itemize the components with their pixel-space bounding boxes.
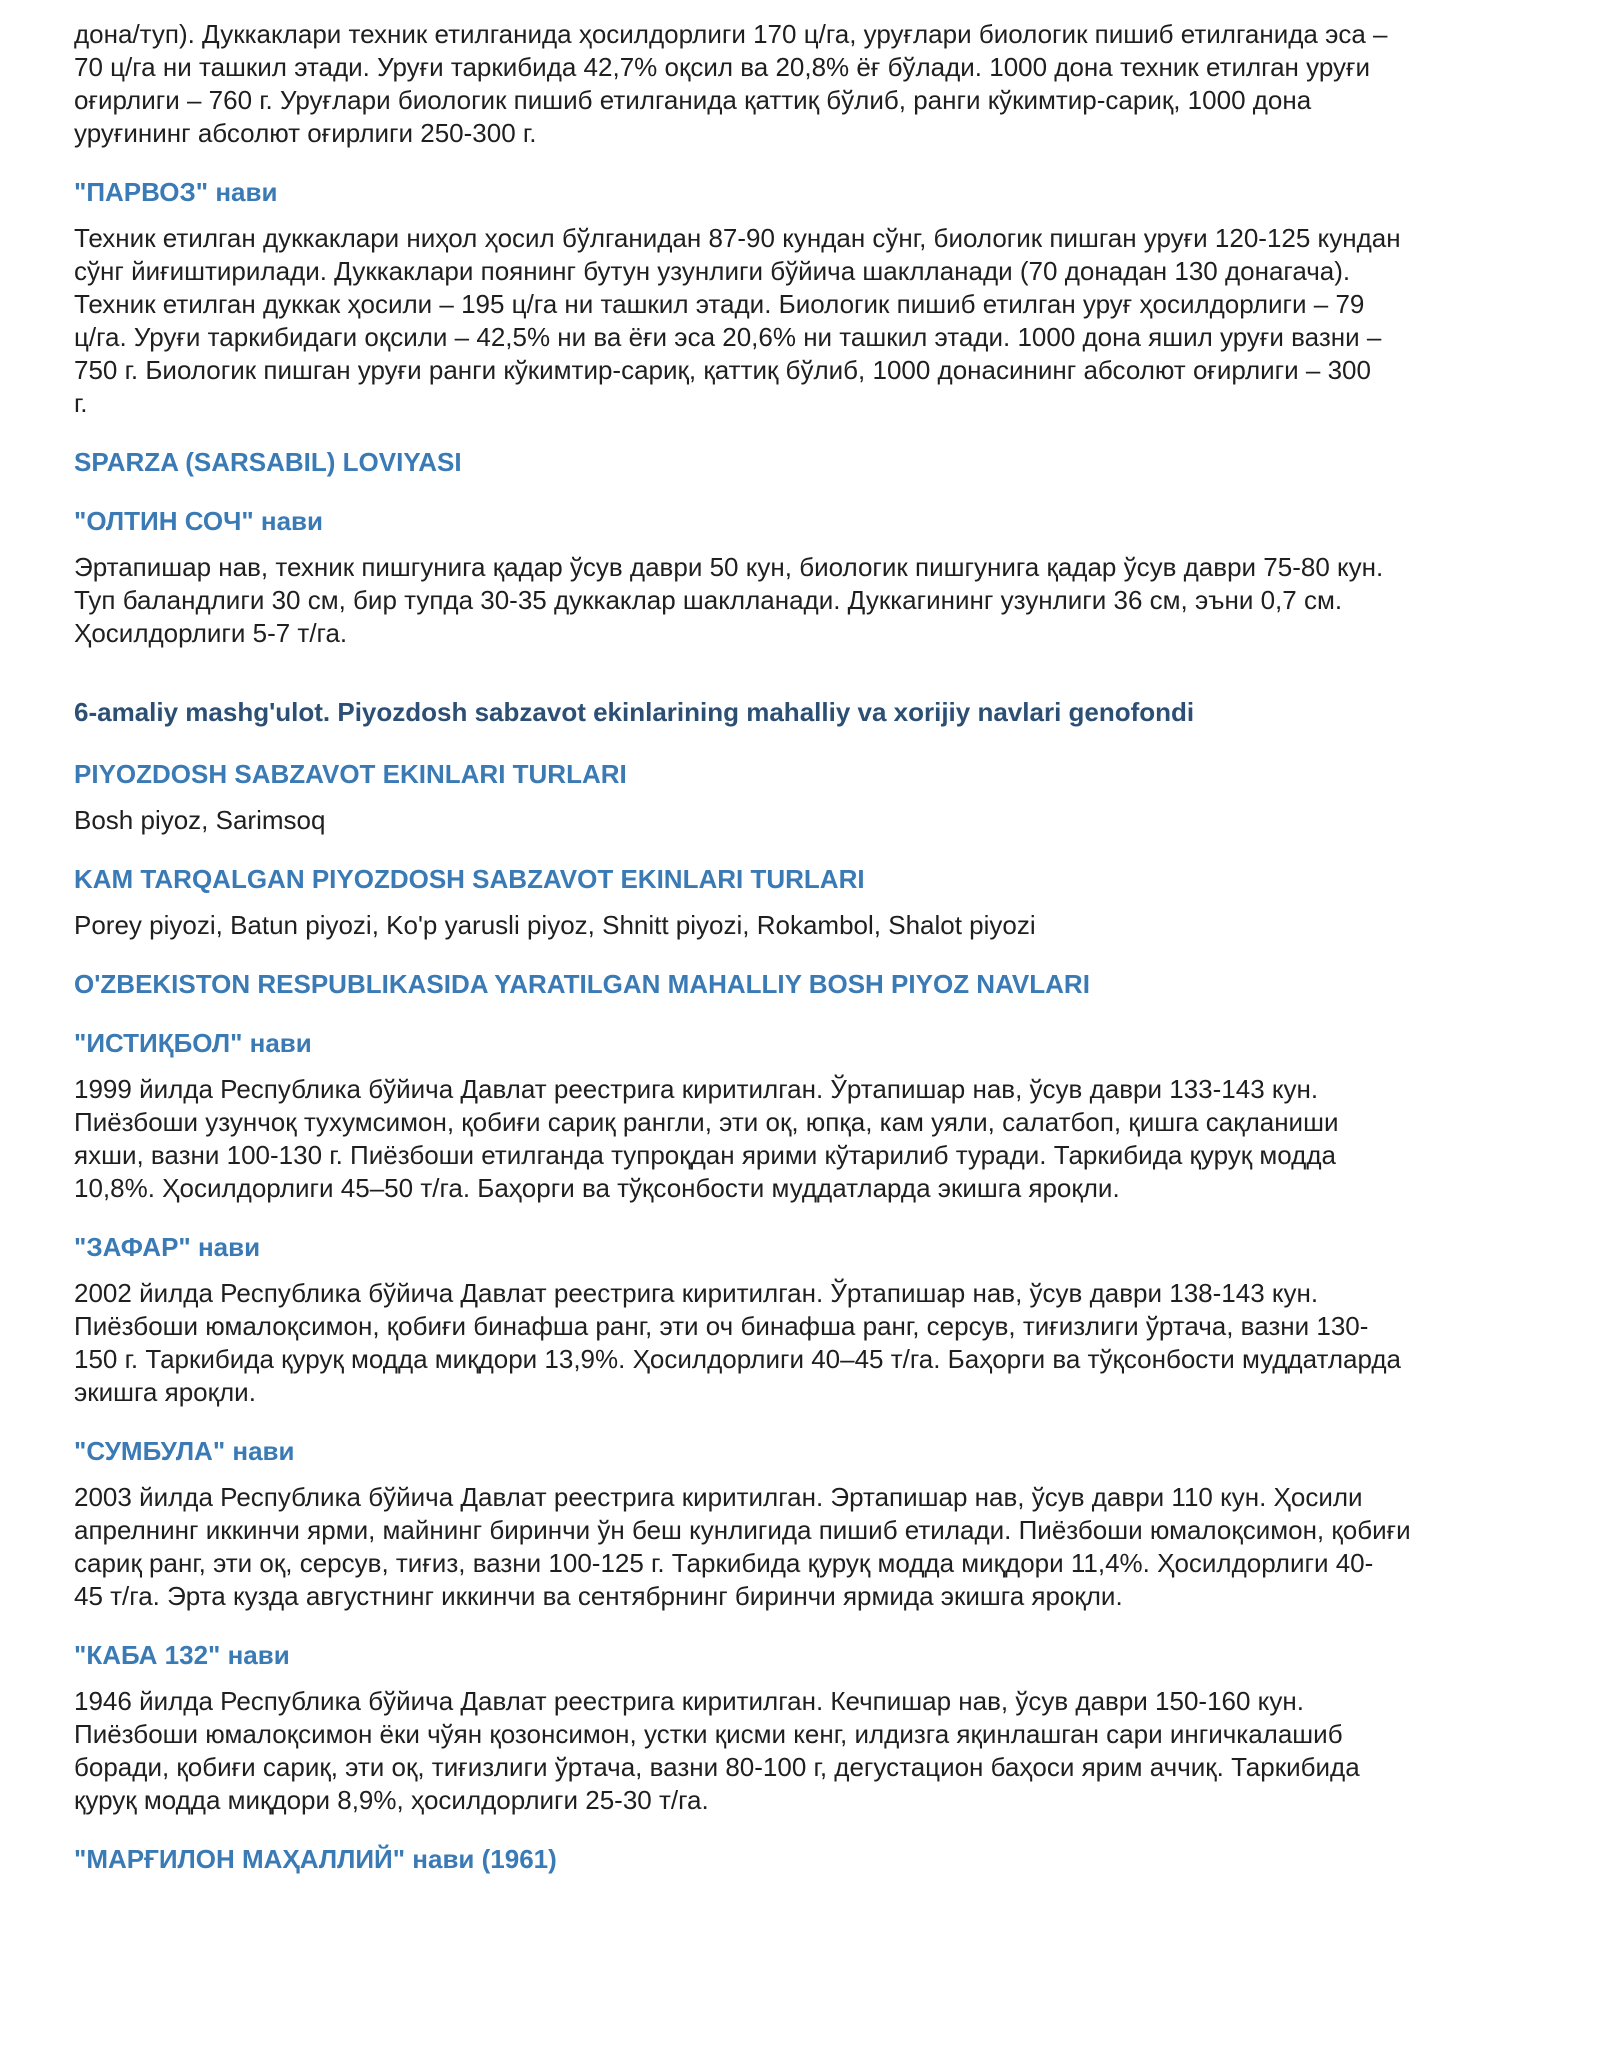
body-paragraph [74,18,1564,150]
paragraph-line: экишга яроқли. [74,1377,256,1407]
paragraph-line: Техник етилган дуккаклари ниҳол ҳосил бўлганидан 87-90 кундан сўнг, биологик пишган уруғи 120-125 кундан [74,223,1401,253]
body-paragraph [74,1277,1564,1409]
paragraph-line: сариқ ранг, эти оқ, серсув, тиғиз, вазни 100-125 г. Таркибида қуруқ модда миқдори 11,4%. Ҳосилдорлиги 40- [74,1548,1374,1578]
body-paragraph [74,222,1564,420]
paragraph-line: 1999 йилда Республика бўйича Давлат реестрига киритилган. Ўртапишар нав, ўсув даври 133-143 кун. [74,1074,1319,1104]
document-page [74,18,1564,1889]
paragraph-line: 45 т/га. Эрта кузда августнинг иккинчи ва сентябрнинг биринчи ярмида экишга яроқли. [74,1581,1123,1611]
variety-heading: "ЗАФАР" нави [74,1232,261,1262]
paragraph-line: яхши, вазни 100-130 г. Пиёзбоши етилганда тупроқдан ярими кўтарилиб туради. Таркибида қуруқ модда [74,1140,1336,1170]
paragraph-line: 10,8%. Ҳосилдорлиги 45–50 т/га. Баҳорги ва тўқсонбости муддатларда экишга яроқли. [74,1173,1120,1203]
paragraph-line: Туп баландлиги 30 см, бир тупда 30-35 дуккаклар шаклланади. Дуккагининг узунлиги 36 см, эъни 0,7 см. [74,585,1343,615]
lesson-title: 6-amaliy mashg'ulot. Piyozdosh sabzavot ekinlarining mahalliy va xorijiy navlari genofondi [74,697,1195,727]
variety-heading: "ПАРВОЗ" нави [74,177,278,207]
section-heading: O'ZBEKISTON RESPUBLIKASIDA YARATILGAN MAHALLIY BOSH PIYOZ NAVLARI [74,969,1090,999]
paragraph-line: Техник етилган дуккак ҳосили – 195 ц/га ни ташкил этади. Биологик пишиб етилган уруғ ҳосилдорлиги – 79 [74,289,1365,319]
paragraph-line: 750 г. Биологик пишган уруғи ранги кўкимтир-сариқ, қаттиқ бўлиб, 1000 донасининг абсолют оғирлиги – 300 [74,355,1371,385]
body-paragraph [74,909,1564,942]
paragraph-line: оғирлиги – 760 г. Уруғлари биологик пишиб етилганида қаттиқ бўлиб, ранги кўкимтир-сариқ, 1000 дона [74,85,1312,115]
paragraph-line: Пиёзбоши юмалоқсимон ёки чўян қозонсимон, устки қисми кенг, илдизга яқинлашган сари ингичкалашиб [74,1719,1343,1749]
paragraph-line: 2002 йилда Республика бўйича Давлат реестрига киритилган. Ўртапишар нав, ўсув даври 138-143 кун. [74,1278,1319,1308]
paragraph-line: Пиёзбоши узунчоқ тухумсимон, қобиғи сариқ рангли, эти оқ, юпқа, кам уяли, салатбоп, қишга сақланиши [74,1107,1339,1137]
section-heading: SPARZA (SARSABIL) LOVIYASI [74,447,462,477]
paragraph-line: Эртапишар нав, техник пишгунига қадар ўсув даври 50 кун, биологик пишгунига қадар ўсув даври 75-80 кун. [74,552,1384,582]
paragraph-line: уруғининг абсолют оғирлиги 250-300 г. [74,118,537,148]
section-heading: KAM TARQALGAN PIYOZDOSH SABZAVOT EKINLARI TURLARI [74,864,865,894]
paragraph-line: 2003 йилда Республика бўйича Давлат реестрига киритилган. Эртапишар нав, ўсув даври 110 кун. Ҳосили [74,1482,1363,1512]
variety-heading: "МАРҒИЛОН МАҲАЛЛИЙ" нави (1961) [74,1844,557,1874]
section-heading: PIYOZDOSH SABZAVOT EKINLARI TURLARI [74,759,627,789]
paragraph-line: 1946 йилда Республика бўйича Давлат реестрига киритилган. Кечпишар нав, ўсув даври 150-160 кун. [74,1686,1304,1716]
paragraph-line: 70 ц/га ни ташкил этади. Уруғи таркибида 42,7% оқсил ва 20,8% ёғ бўлади. 1000 дона техник етилган уруғи [74,52,1370,82]
paragraph-line: Bosh piyoz, Sarimsoq [74,805,326,835]
paragraph-line: ц/га. Уруғи таркибидаги оқсили – 42,5% ни ва ёғи эса 20,6% ни ташкил этади. 1000 дона яшил уруғи вазни – [74,322,1382,352]
variety-heading: "КАБА 132" нави [74,1640,290,1670]
paragraph-line: Пиёзбоши юмалоқсимон, қобиғи бинафша ранг, эти оч бинафша ранг, серсув, тиғизлиги ўртача, вазни 130- [74,1311,1369,1341]
paragraph-line: қуруқ модда миқдори 8,9%, ҳосилдорлиги 25-30 т/га. [74,1785,709,1815]
body-paragraph [74,804,1564,837]
paragraph-line: г. [74,388,88,418]
body-paragraph [74,1073,1564,1205]
paragraph-line: Porey piyozi, Batun piyozi, Ko'p yarusli piyoz, Shnitt piyozi, Rokambol, Shalot piyozi [74,910,1036,940]
variety-heading: "ИСТИҚБОЛ" нави [74,1028,312,1058]
body-paragraph [74,1481,1564,1613]
body-paragraph [74,551,1564,650]
paragraph-line: сўнг йиғиштирилади. Дуккаклари поянинг бутун узунлиги бўйича шаклланади (70 донадан 130 донагача). [74,256,1351,286]
variety-heading: "ОЛТИН СОЧ" нави [74,506,324,536]
paragraph-line: боради, қобиғи сариқ, эти оқ, тиғизлиги ўртача, вазни 80-100 г, дегустацион баҳоси ярим аччиқ. Таркибида [74,1752,1360,1782]
body-paragraph [74,1685,1564,1817]
paragraph-line: апрелнинг иккинчи ярми, майнинг биринчи ўн беш кунлигида пишиб етилади. Пиёзбоши юмалоқсимон, қобиғи [74,1515,1411,1545]
paragraph-line: дона/туп). Дуккаклари техник етилганида ҳосилдорлиги 170 ц/га, уруғлари биологик пишиб етилганида эса – [74,19,1388,49]
paragraph-line: 150 г. Таркибида қуруқ модда миқдори 13,9%. Ҳосилдорлиги 40–45 т/га. Баҳорги ва тўқсонбости муддатларда [74,1344,1401,1374]
paragraph-line: Ҳосилдорлиги 5-7 т/га. [74,618,348,648]
variety-heading: "СУМБУЛА" нави [74,1436,295,1466]
